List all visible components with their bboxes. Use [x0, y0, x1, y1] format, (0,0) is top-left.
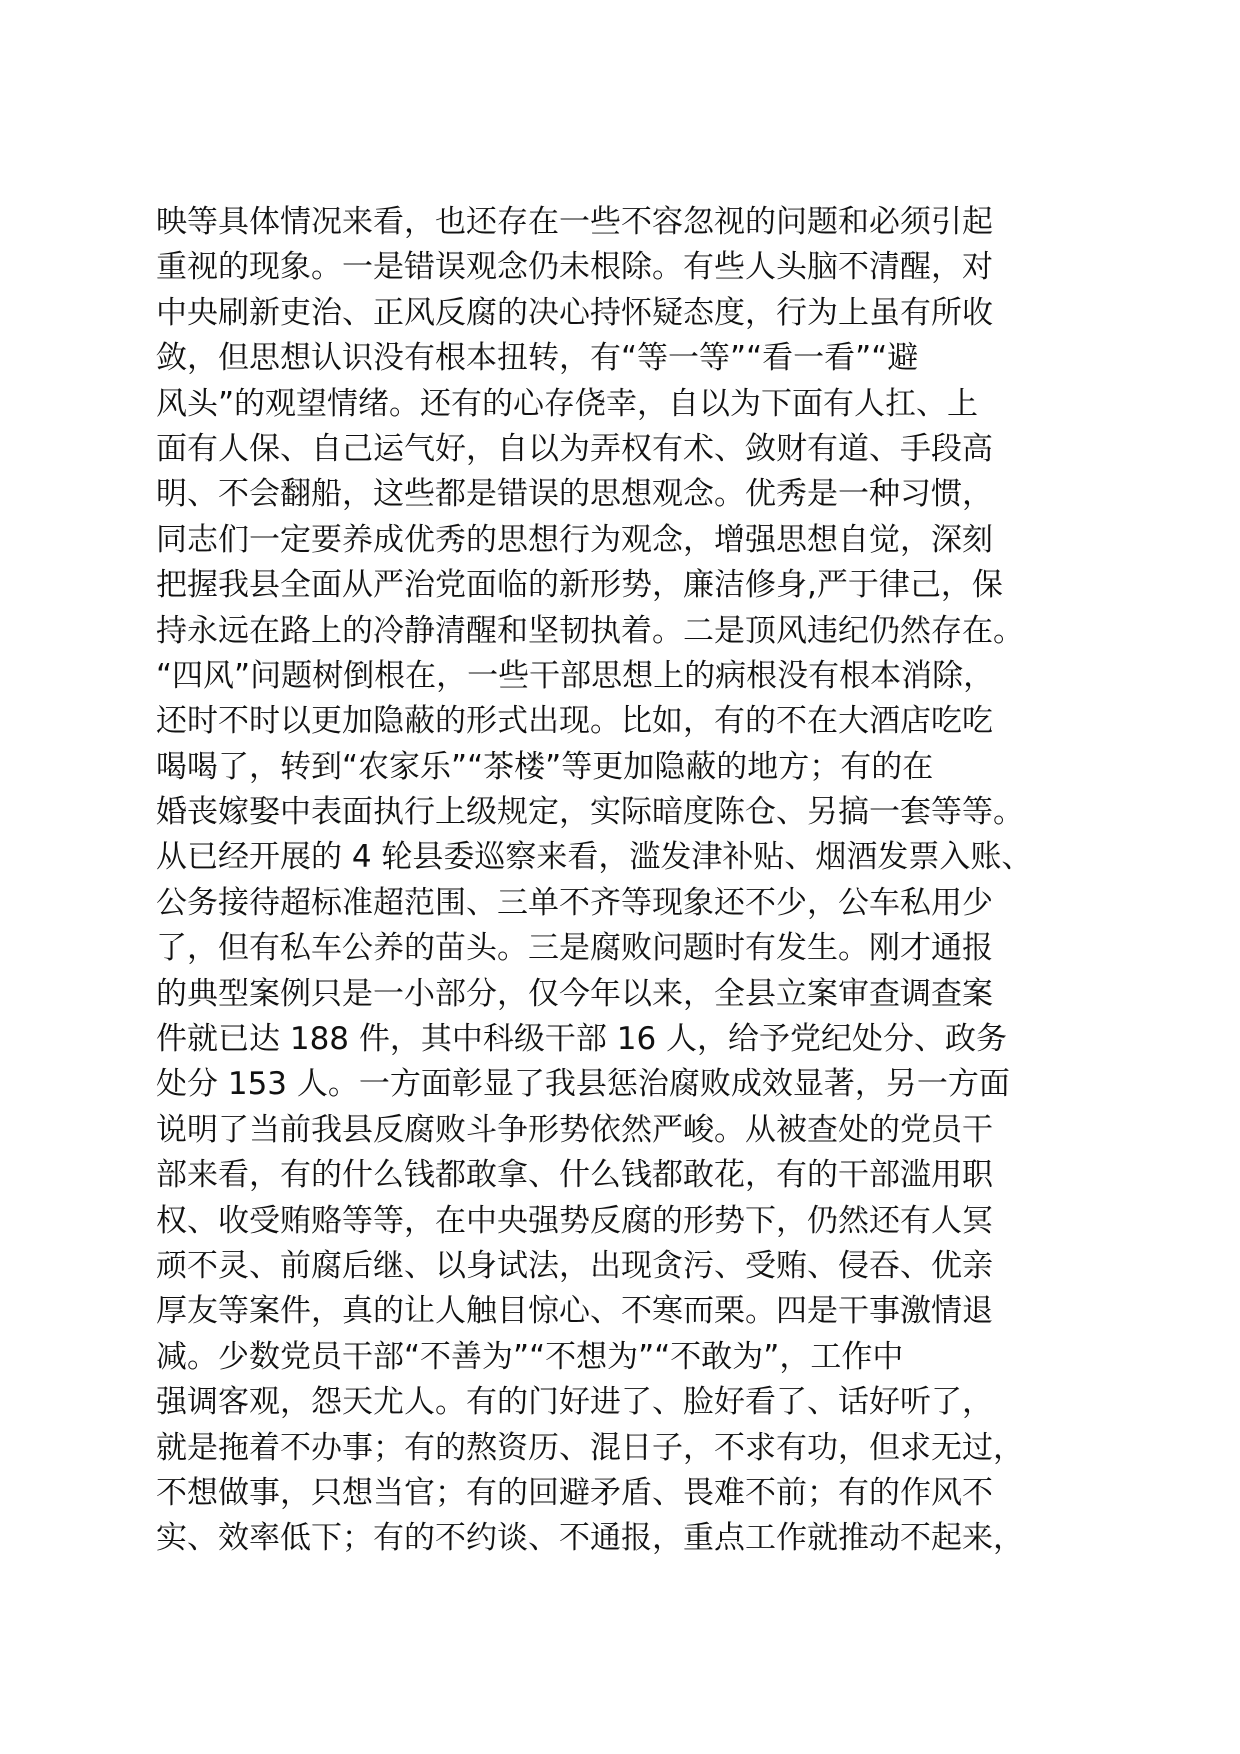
- text-line: 处分 153 人。一方面彰显了我县惩治腐败成效显著，另一方面: [156, 1066, 1010, 1103]
- text-line: 婚丧嫁娶中表面执行上级规定，实际暗度陈仓、另搞一套等等。: [156, 794, 1024, 831]
- text-line: 权、收受贿赂等等，在中央强势反腐的形势下，仍然还有人冥: [156, 1202, 993, 1239]
- text-line: 不想做事，只想当官；有的回避矛盾、畏难不前；有的作风不: [156, 1474, 993, 1511]
- text-line: 明、不会翻船，这些都是错误的思想观念。优秀是一种习惯，: [156, 476, 993, 513]
- text-line: 说明了当前我县反腐败斗争形势依然严峻。从被查处的党员干: [156, 1111, 993, 1148]
- text-line: 敛，但思想认识没有根本扭转，有“等一等”“看一看”“避: [156, 340, 919, 377]
- text-line: 映等具体情况来看，也还存在一些不容忽视的问题和必须引起: [156, 204, 993, 240]
- text-line: 同志们一定要养成优秀的思想行为观念，增强思想自觉，深刻: [156, 521, 993, 558]
- text-line: 中央刷新吏治、正风反腐的决心持怀疑态度，行为上虽有所收: [156, 294, 993, 331]
- text-line: 面有人保、自己运气好，自以为弄权有术、敛财有道、手段高: [156, 430, 993, 467]
- text-line: 从已经开展的 4 轮县委巡察来看，滥发津补贴、烟酒发票入账、: [156, 839, 1033, 876]
- text-line: 就是拖着不办事；有的熬资历、混日子，不求有功，但求无过，: [156, 1429, 1024, 1466]
- text-line: 公务接待超标准超范围、三单不齐等现象还不少，公车私用少: [156, 884, 993, 921]
- text-line: 减。少数党员干部“不善为”“不想为”“不敢为”，工作中: [156, 1338, 904, 1375]
- text-line: 件就已达 188 件，其中科级干部 16 人，给予党纪处分、政务: [156, 1021, 1008, 1058]
- text-line: “四风”问题树倒根在，一些干部思想上的病根没有根本消除，: [156, 657, 995, 694]
- text-line: 强调客观，怨天尤人。有的门好进了、脸好看了、话好听了，: [156, 1384, 993, 1421]
- text-line: 实、效率低下；有的不约谈、不通报，重点工作就推动不起来，: [156, 1520, 1024, 1557]
- text-line: 了，但有私车公养的苗头。三是腐败问题时有发生。刚才通报: [156, 930, 993, 967]
- text-line: 顽不灵、前腐后继、以身试法，出现贪污、受贿、侵吞、优亲: [156, 1247, 993, 1284]
- text-line: 风头”的观望情绪。还有的心存侥幸，自以为下面有人扛、上: [156, 385, 979, 422]
- text-line: 部来看，有的什么钱都敢拿、什么钱都敢花，有的干部滥用职: [156, 1157, 993, 1194]
- text-line: 持永远在路上的冷静清醒和坚韧执着。二是顶风违纪仍然存在。: [156, 612, 1024, 649]
- text-line: 还时不时以更加隐蔽的形式出现。比如，有的不在大酒店吃吃: [156, 703, 993, 740]
- text-line: 把握我县全面从严治党面临的新形势，廉洁修身,严于律己，保: [156, 567, 1003, 604]
- body-text: [156, 200, 1116, 1562]
- text-line: 喝喝了，转到“农家乐”“茶楼”等更加隐蔽的地方；有的在: [156, 748, 934, 785]
- text-line: 厚友等案件，真的让人触目惊心、不寒而栗。四是干事激情退: [156, 1293, 993, 1330]
- text-line: 的典型案例只是一小部分，仅今年以来，全县立案审查调查案: [156, 975, 993, 1012]
- text-line: 重视的现象。一是错误观念仍未根除。有些人头脑不清醒，对: [156, 249, 993, 286]
